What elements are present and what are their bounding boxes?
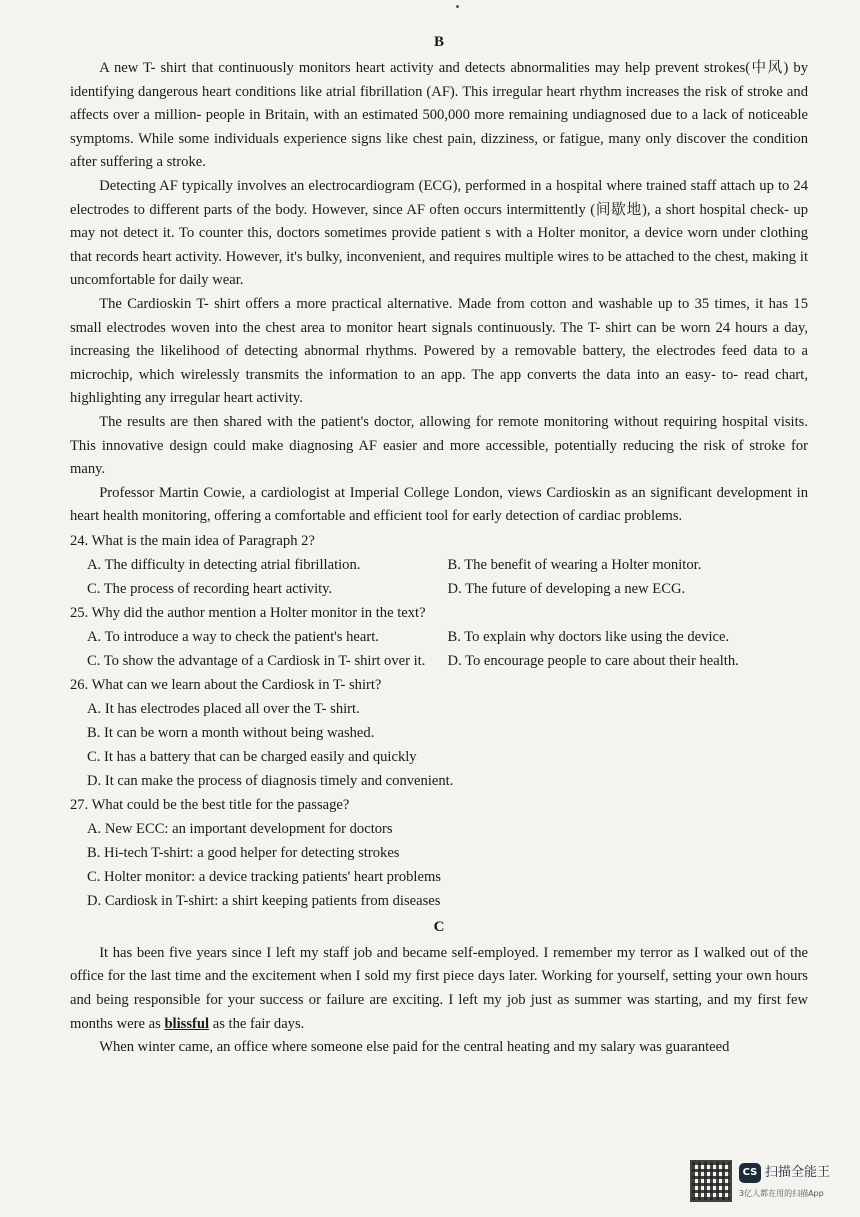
option-a: A. To introduce a way to check the patient's heart. — [87, 628, 379, 645]
app-name: 扫描全能王 — [765, 1165, 831, 1180]
option-list — [70, 697, 808, 793]
section-b-paragraph-4: The results are then shared with the patient's doctor, allowing for remote monitoring without requiring hospital visits. This innovative design could make diagnosing AF easier and more accessible, potentially reducing the risk of stroke for many. — [70, 413, 808, 478]
option-d: D. The future of developing a new ECG. — [447, 580, 686, 597]
question-stem: 24. What is the main idea of Paragraph 2? — [70, 532, 315, 549]
option-b: B. The benefit of wearing a Holter monitor. — [447, 556, 702, 573]
option-d: D. It can make the process of diagnosis timely and convenient. — [87, 772, 454, 789]
question-stem: 26. What can we learn about the Cardiosk in T- shirt? — [70, 676, 382, 693]
scan-speck — [456, 5, 459, 8]
option-a: A. The difficulty in detecting atrial fibrillation. — [87, 556, 361, 573]
option-c: C. To show the advantage of a Cardiosk in T- shirt over it. — [87, 652, 426, 669]
option-list — [70, 553, 808, 601]
option-a: A. New ECC: an important development for doctors — [87, 820, 393, 837]
section-b-paragraph-2: Detecting AF typically involves an electrocardiogram (ECG), performed in a hospital where trained staff attach up to 24 electrodes to different parts of the body. However, since AF often occurs intermittently (间歇地), a short hospital check- up may not detect it. To counter this, doctors sometimes provide patient s with a Holter monitor, a device worn under clothing that records heart activity. However, it's bulky, inconvenient, and requires multiple wires to be attached to the chest, making it uncomfortable for daily wear. — [70, 177, 808, 289]
option-c: C. It has a battery that can be charged easily and quickly — [87, 748, 417, 765]
option-d: D. Cardiosk in T-shirt: a shirt keeping patients from diseases — [87, 892, 441, 909]
option-c: C. Holter monitor: a device tracking patients' heart problems — [87, 868, 441, 885]
section-b-paragraph-5: Professor Martin Cowie, a cardiologist at Imperial College London, views Cardioskin as an significant development in heart health monitoring, offering a comfortable and efficient tool for early detection of cardiac problems. — [70, 484, 808, 525]
section-c-paragraph-2: When winter came, an office where someone else paid for the central heating and my salary was guaranteed — [99, 1039, 730, 1056]
option-list — [70, 625, 808, 673]
qr-code-icon — [690, 1160, 732, 1202]
question-25 — [70, 601, 808, 673]
question-26 — [70, 673, 808, 793]
option-a: A. It has electrodes placed all over the T- shirt. — [87, 700, 360, 717]
question-27 — [70, 793, 808, 913]
question-stem: 25. Why did the author mention a Holter monitor in the text? — [70, 604, 426, 621]
scanner-watermark — [690, 1160, 830, 1206]
exam-page — [70, 34, 808, 1060]
question-24 — [70, 529, 808, 601]
camscanner-logo: CS — [739, 1163, 761, 1183]
option-b: B. To explain why doctors like using the device. — [447, 628, 730, 645]
section-c-title: C — [433, 918, 445, 935]
app-tagline: 3亿人都在用的扫描App — [739, 1189, 824, 1198]
underlined-word: blissful — [164, 1015, 210, 1032]
option-b: B. Hi-tech T-shirt: a good helper for detecting strokes — [87, 844, 400, 861]
section-b-paragraph-1: A new T- shirt that continuously monitors heart activity and detects abnormalities may help prevent strokes(中风) by identifying dangerous heart conditions like atrial fibrillation (AF). This irregular heart rhythm increases the risk of stroke and affects over a million- people in Britain, with an estimated 500,000 more remaining undiagnosed due to a lack of noticeable symptoms. While some individuals experience signs like chest pain, dizziness, or fatigue, many only discover the condition after suffering a stroke. — [70, 60, 808, 171]
option-d: D. To encourage people to care about their health. — [447, 652, 739, 669]
section-b-paragraph-3: The Cardioskin T- shirt offers a more practical alternative. Made from cotton and washable up to 35 times, it has 15 small electrodes woven into the chest area to monitor heart signals continuously. The T- shirt can be worn 24 hours a day, increasing the likelihood of detecting abnormal rhythms. Powered by a removable battery, the electrodes feed data to a microchip, which wirelessly transmits the information to an app. The app converts the data into an easy- to- read chart, highlighting any irregular heart activity. — [70, 295, 808, 407]
paragraph-text: as the fair days. — [209, 1015, 305, 1032]
option-b: B. It can be worn a month without being washed. — [87, 724, 375, 741]
paragraph-text: It has been five years since I left my staff job and became self-employed. I remember my terror as I walked out of the office for the last time and the excitement when I sold my first piece days later. Working for yourself, setting your own hours and being responsible for your success or failure are exciting. I left my job just as summer was starting, and my first few months were as — [70, 944, 808, 1032]
option-c: C. The process of recording heart activity. — [87, 580, 333, 597]
section-b-title: B — [433, 34, 444, 50]
option-list — [70, 817, 808, 913]
section-c-paragraph-1 — [70, 942, 808, 1036]
question-stem: 27. What could be the best title for the passage? — [70, 796, 350, 813]
